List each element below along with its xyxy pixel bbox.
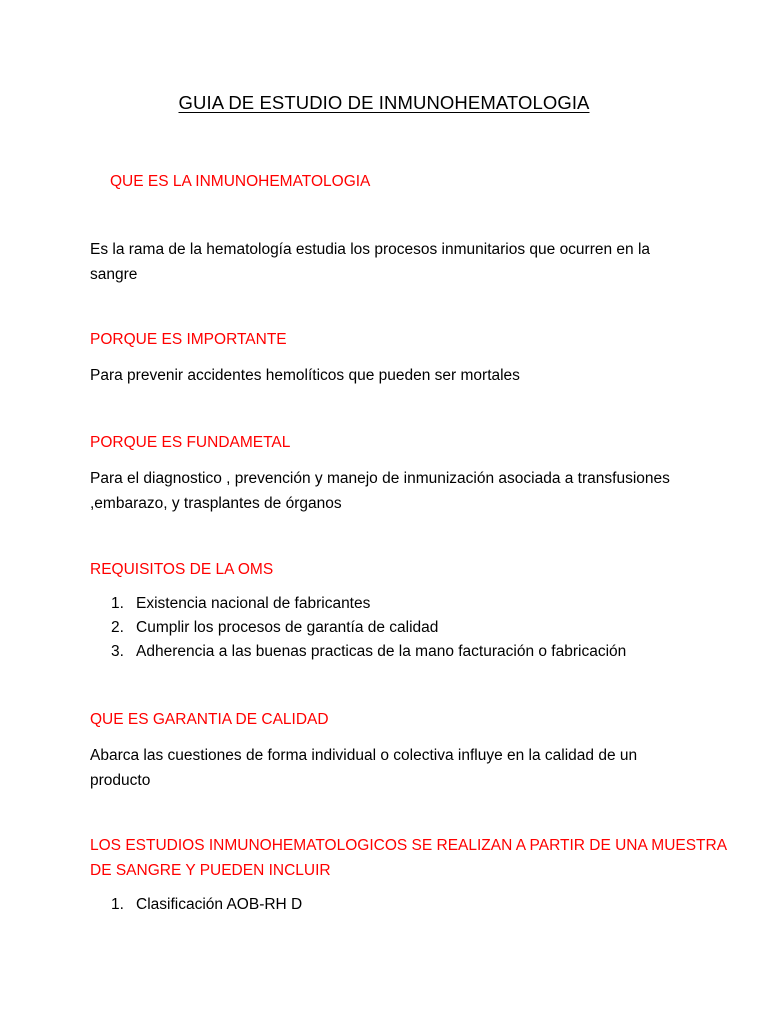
list-item-number: 1. [111, 595, 124, 612]
list-item-text: Cumplir los procesos de garantía de calidad [136, 619, 439, 636]
list-item-text: Existencia nacional de fabricantes [136, 595, 371, 612]
list-item-number: 3. [111, 643, 124, 660]
list-item [90, 616, 626, 640]
section-heading-importance: PORQUE ES IMPORTANTE [90, 331, 287, 348]
studies-list [90, 893, 302, 917]
section-body-importance: Para prevenir accidentes hemolíticos que pueden ser mortales [90, 367, 520, 384]
section-heading-who-requirements: REQUISITOS DE LA OMS [90, 561, 274, 578]
section-heading-studies-line2: DE SANGRE Y PUEDEN INCLUIR [90, 862, 331, 879]
list-item [90, 893, 302, 917]
section-heading-what-is: QUE ES LA INMUNOHEMATOLOGIA [110, 173, 371, 190]
list-item [90, 592, 626, 616]
list-item-number: 2. [111, 619, 124, 636]
document-title: GUIA DE ESTUDIO DE INMUNOHEMATOLOGIA [178, 92, 590, 113]
who-requirements-list [90, 592, 626, 664]
section-heading-studies-line1: LOS ESTUDIOS INMUNOHEMATOLOGICOS SE REALIZAN A PARTIR DE UNA MUESTRA [90, 837, 728, 854]
section-body-what-is: Es la rama de la hematología estudia los procesos inmunitarios que ocurren en la sangre [90, 241, 651, 283]
list-item-number: 1. [111, 896, 124, 913]
section-body-fundamental: Para el diagnostico , prevención y manejo de inmunización asociada a transfusiones ,embarazo, y trasplantes de órganos [90, 470, 670, 512]
section-heading-quality-assurance: QUE ES GARANTIA DE CALIDAD [90, 711, 329, 728]
section-heading-fundamental: PORQUE ES FUNDAMETAL [90, 434, 291, 451]
list-item-text: Adherencia a las buenas practicas de la mano facturación o fabricación [136, 643, 627, 660]
section-body-quality-assurance: Abarca las cuestiones de forma individual o colectiva influye en la calidad de un producto [90, 747, 638, 789]
list-item-text: Clasificación AOB-RH D [136, 896, 303, 913]
list-item [90, 640, 626, 664]
